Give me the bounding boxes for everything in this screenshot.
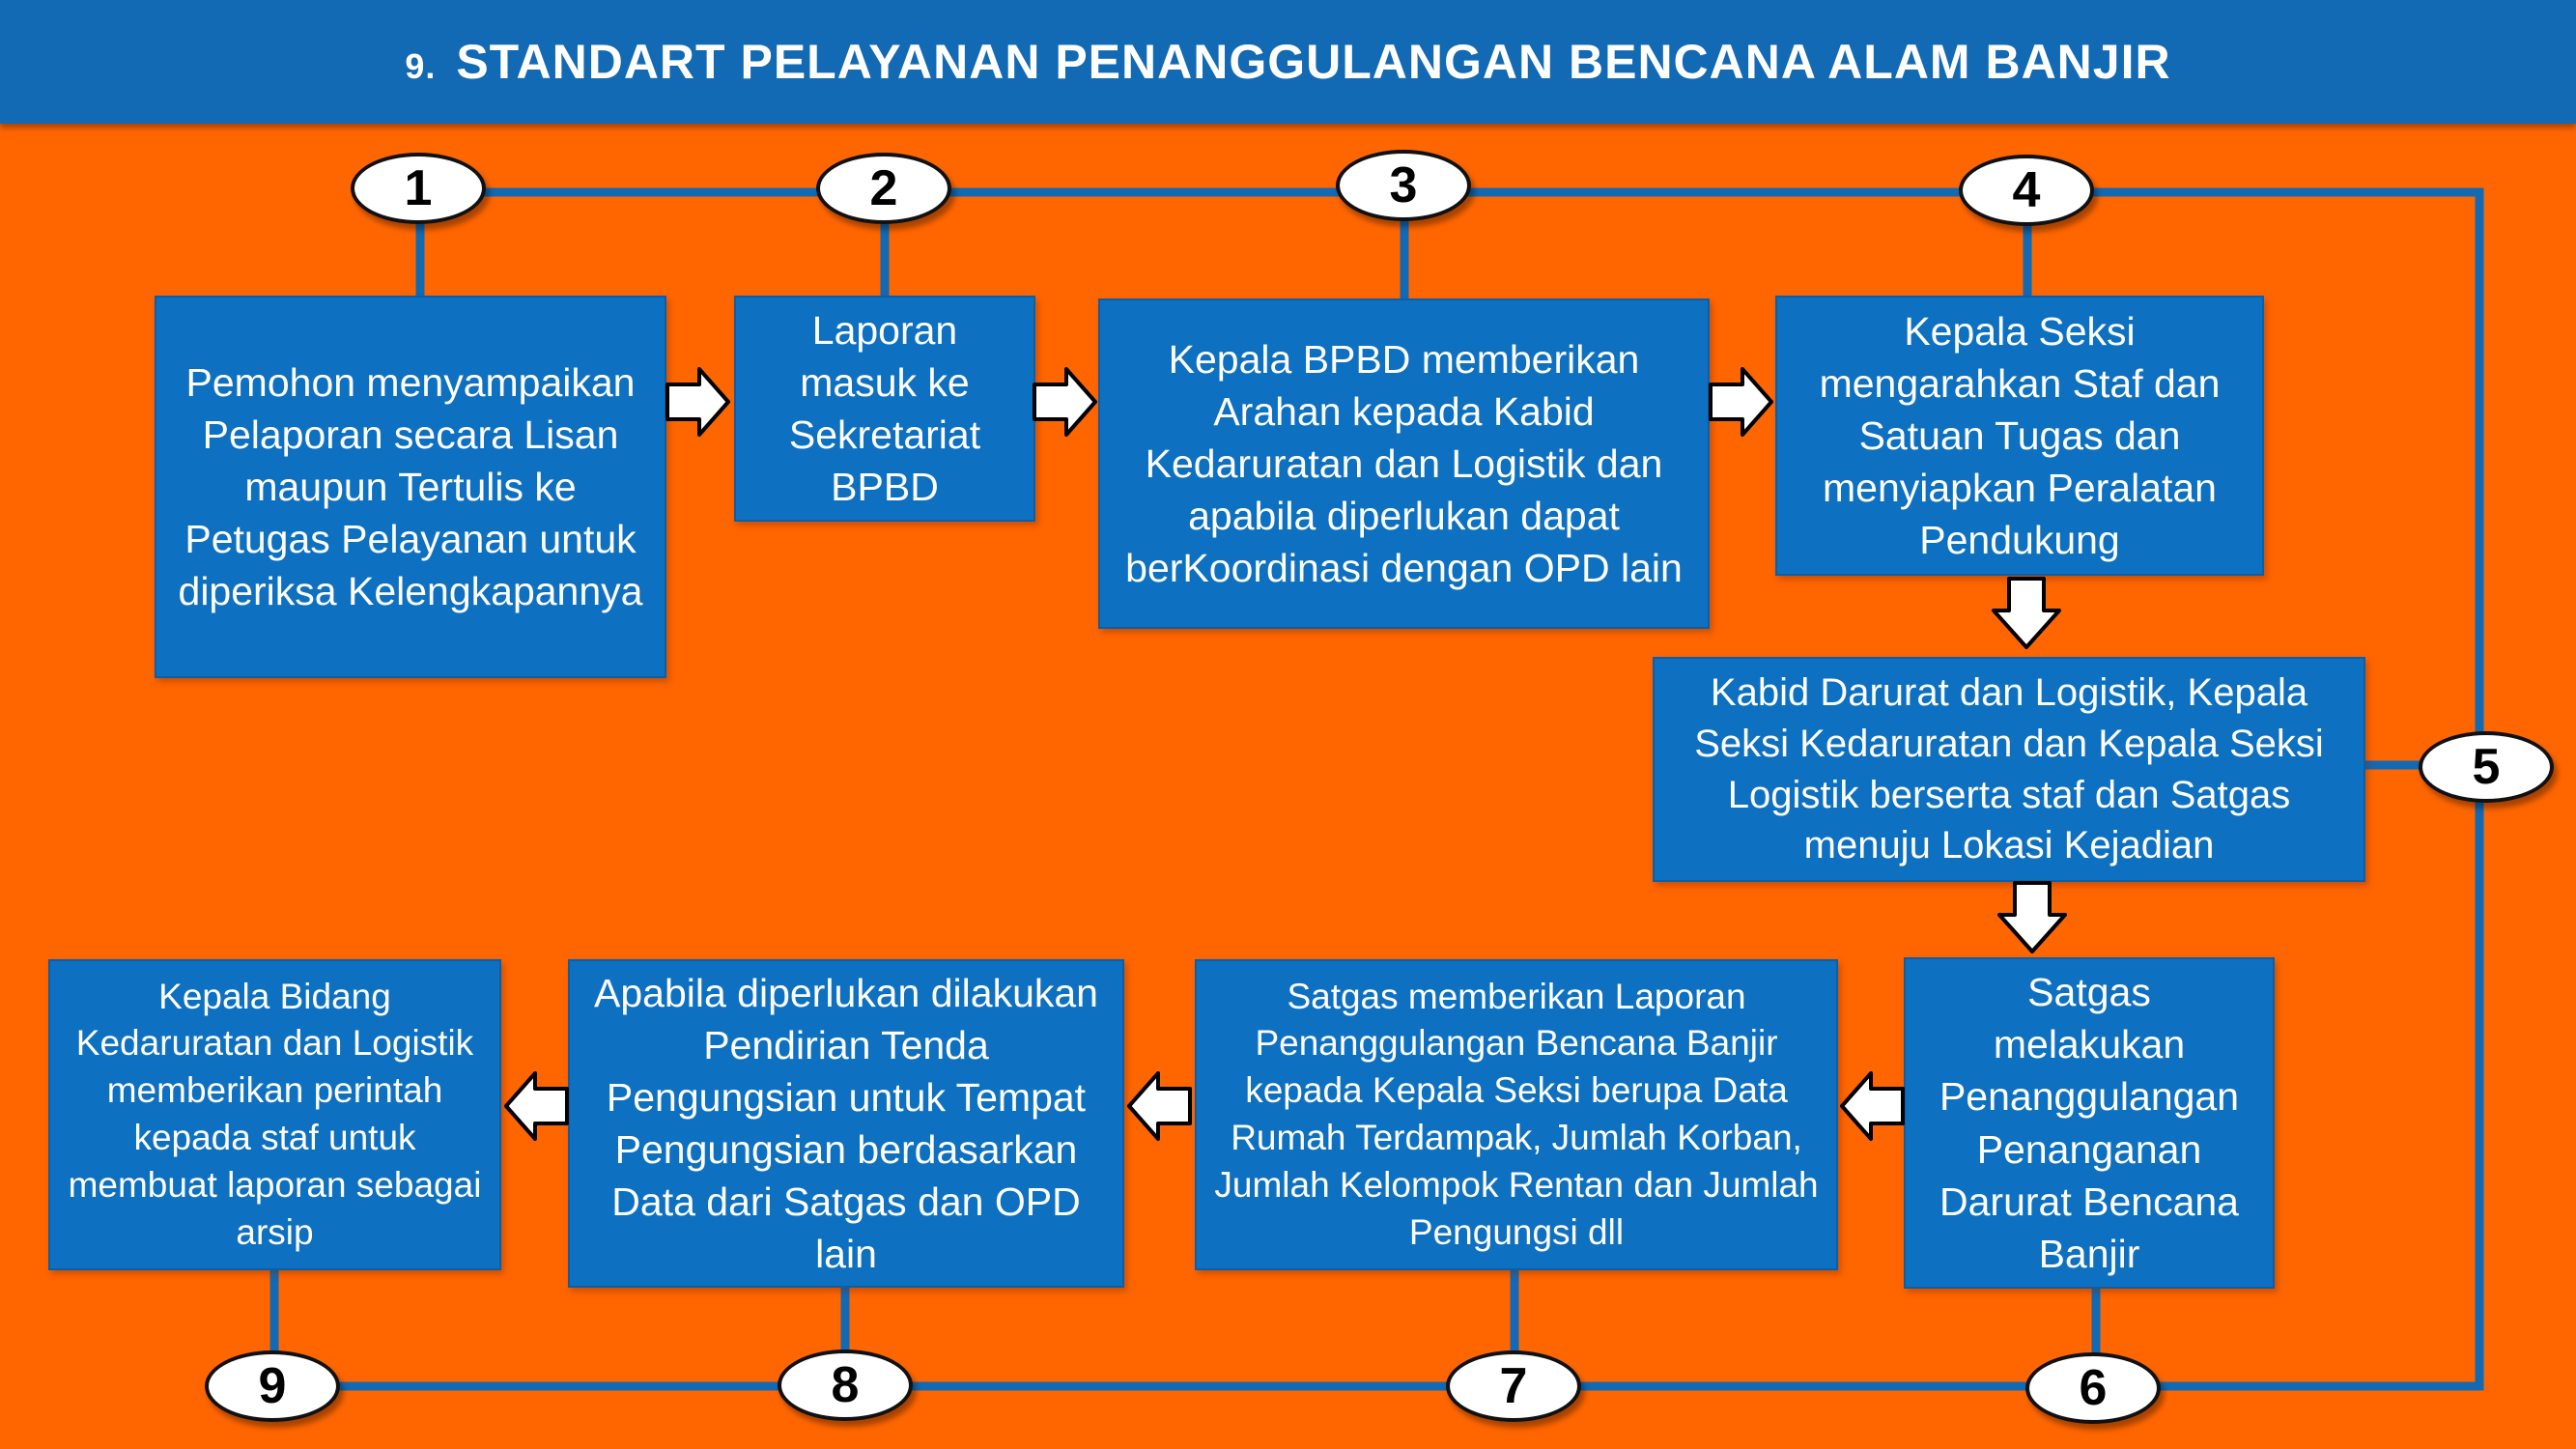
- page-title-text: STANDART PELAYANAN PENANGGULANGAN BENCANA ALAM BANJIR: [456, 35, 2171, 89]
- step-badge-3: 3: [1336, 150, 1471, 221]
- step-box-9: [48, 959, 501, 1270]
- step-text-7: Satgas memberikan Laporan Penanggulangan Bencana Banjir kepada Kepala Seksi berupa Data Rumah Terdampak, Jumlah Korban, Jumlah Kelompok Rentan dan Jumlah Pengungsi dll: [1214, 976, 1819, 1252]
- arrow-down-icon: [1996, 880, 2069, 955]
- step-text-9: Kepala Bidang Kedaruratan dan Logistik memberikan perintah kepada staf untuk membuat laporan sebagai arsip: [68, 976, 482, 1252]
- step-badge-6: 6: [2025, 1352, 2161, 1424]
- step-text-5: Kabid Darurat dan Logistik, Kepala Seksi Kedaruratan dan Kepala Seksi Logistik berserta staf dan Satgas menuju Lokasi Kejadian: [1694, 670, 2324, 867]
- step-box-1: [155, 296, 666, 678]
- arrow-down-icon: [1990, 576, 2063, 651]
- arrow-left-icon: [1838, 1069, 1906, 1143]
- step-badge-7: 7: [1446, 1350, 1581, 1422]
- arrow-right-icon: [1032, 365, 1099, 439]
- step-box-3: [1098, 298, 1710, 629]
- step-badge-5: 5: [2419, 731, 2554, 803]
- arrow-left-icon: [1125, 1069, 1193, 1143]
- step-box-8: [568, 959, 1124, 1288]
- step-text-4: Kepala Seksi mengarahkan Staf dan Satuan Tugas dan menyiapkan Peralatan Pendukung: [1819, 308, 2221, 563]
- step-text-8: Apabila diperlukan dilakukan Pendirian Tenda Pengungsian untuk Tempat Pengungsian berdasarkan Data dari Satgas dan OPD lain: [594, 970, 1098, 1277]
- step-text-3: Kepala BPBD memberikan Arahan kepada Kabid Kedaruratan dan Logistik dan apabila diperlukan dapat berKoordinasi dengan OPD lain: [1125, 336, 1683, 591]
- arrow-right-icon: [1708, 365, 1775, 439]
- step-box-7: [1195, 959, 1838, 1270]
- step-box-2: [734, 296, 1035, 522]
- arrow-right-icon: [665, 365, 732, 439]
- step-badge-8: 8: [778, 1350, 913, 1421]
- step-box-5: [1653, 657, 2365, 882]
- step-box-6: [1904, 957, 2275, 1289]
- page-title-number: 9.: [405, 46, 437, 86]
- arrow-left-icon: [502, 1069, 570, 1143]
- step-text-6: Satgas melakukan Penanggulangan Penanganan Darurat Bencana Banjir: [1939, 970, 2240, 1276]
- step-text-2: Laporan masuk ke Sekretariat BPBD: [788, 307, 981, 510]
- step-badge-2: 2: [816, 153, 951, 224]
- step-badge-1: 1: [351, 153, 486, 224]
- step-text-1: Pemohon menyampaikan Pelaporan secara Lisan maupun Tertulis ke Petugas Pelayanan untuk diperiksa Kelengkapannya: [178, 359, 643, 614]
- step-badge-4: 4: [1959, 155, 2094, 226]
- step-badge-9: 9: [205, 1350, 340, 1422]
- step-box-4: [1775, 296, 2264, 576]
